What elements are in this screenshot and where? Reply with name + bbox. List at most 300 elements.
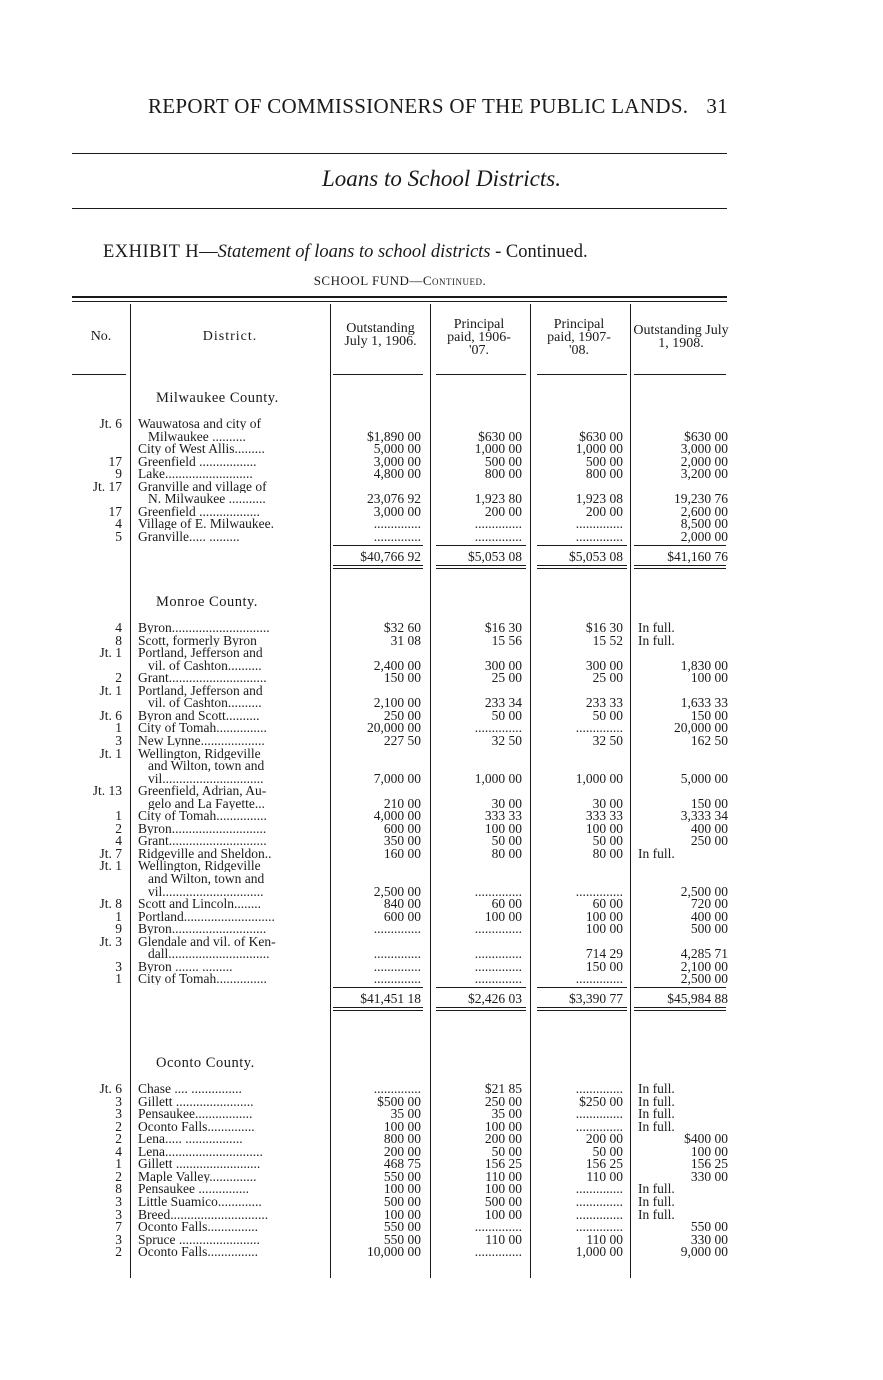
district-name: N. Milwaukee ........... [148,492,266,506]
principal-1906-07-cell: 100 00 [484,820,522,836]
outstanding-1908-cell: 330 00 [690,1168,728,1184]
principal-1906-07-cell: 1,000 00 [474,770,522,786]
header-rule [634,374,726,375]
district-number: Jt. 1 [99,858,122,874]
outstanding-1908-cell: 2,000 00 [680,453,728,469]
district-number: Jt. 1 [99,682,122,698]
total-double-rule [537,1010,627,1011]
district-name: Gillett ......................... [138,1157,261,1171]
principal-1907-08-cell: .............. [575,516,623,532]
outstanding-1908-cell: 500 00 [690,921,728,937]
table-row [0,659,883,672]
district-name: Portland, Jefferson and [138,683,263,697]
principal-1907-08-cell: 714 29 [585,946,623,962]
district-name: Wellington, Ridgeville [138,859,261,873]
principal-1907-08-cell: 110 00 [586,1168,623,1184]
district-number: 4 [115,833,122,849]
table-row [0,1182,883,1195]
outstanding-1908-cell: 100 00 [690,670,728,686]
district-name: Glendale and vil. of Ken- [138,934,276,948]
table-row [0,897,883,910]
principal-1907-08-cell: .............. [575,1181,623,1197]
district-number: 3 [115,1231,122,1247]
outstanding-1906-cell: 500 00 [383,1193,421,1209]
table-row [0,634,883,647]
table-row [0,1220,883,1233]
district-name: Grant............................. [138,834,267,848]
district-name: Greenfield ................. [138,454,257,468]
outstanding-1906-cell: $500 00 [377,1093,421,1109]
principal-1907-08-cell: 200 00 [585,1131,623,1147]
total-double-rule [333,1007,423,1008]
table-row [0,480,883,493]
principal-1906-07-cell: .............. [474,1219,522,1235]
district-number: 2 [115,1244,122,1260]
subtotal-rule [537,987,627,988]
outstanding-1908-cell: 1,633 33 [680,695,728,711]
principal-1907-08-cell: 15 52 [592,632,623,648]
outstanding-1906-cell: 2,500 00 [373,883,421,899]
principal-1906-07-cell: 50 00 [491,833,522,849]
header-rule [537,374,627,375]
outstanding-1908-cell: 156 25 [690,1156,728,1172]
district-name: Granville..... ......... [138,529,240,543]
table-row [0,530,883,543]
principal-1907-08-cell: 50 00 [592,707,623,723]
outstanding-1908-cell: 19,230 76 [674,491,728,507]
table-row [0,772,883,785]
outstanding-1908-cell: 2,000 00 [680,528,728,544]
outstanding-1908-cell: 2,500 00 [680,971,728,987]
district-number: 3 [115,732,122,748]
outstanding-1908-cell: 150 00 [690,795,728,811]
table-row [0,1082,883,1095]
table-row [0,859,883,872]
district-name: City of Tomah............... [138,721,267,735]
principal-1907-08-cell: 100 00 [585,908,623,924]
outstanding-1906-cell: 800 00 [383,1131,421,1147]
header-rule [72,374,126,375]
district-name: Pensaukee................. [138,1107,253,1121]
outstanding-1906-cell: 5,000 00 [373,441,421,457]
district-number: 2 [115,670,122,686]
outstanding-1906-cell: 150 00 [383,670,421,686]
district-name: City of West Allis......... [138,442,265,456]
principal-1907-08-cell: 150 00 [585,958,623,974]
total-row [0,992,883,1005]
outstanding-1908-cell: In full. [638,1081,675,1096]
table-row [0,505,883,518]
district-name: Byron............................ [138,922,267,936]
table-row [0,646,883,659]
principal-1906-07-cell: 233 34 [484,695,522,711]
table-row [0,922,883,935]
outstanding-1908-cell: In full. [638,1181,675,1197]
county-heading: Oconto County. [156,1055,255,1071]
principal-1907-08-cell: 500 00 [585,453,623,469]
district-number: 1 [115,720,122,736]
district-number: 3 [115,958,122,974]
table-row [0,847,883,860]
principal-1906-07-cell: 800 00 [484,466,522,482]
principal-1907-08-cell: 333 33 [585,808,623,824]
principal-1907-08-cell: 800 00 [585,466,623,482]
table-row [0,684,883,697]
district-number: 3 [115,1106,122,1122]
district-name: vil.............................. [148,884,264,898]
district-name: City of Tomah............... [138,972,267,986]
total-principal-1906-07: $5,053 08 [468,548,522,564]
outstanding-1906-cell: 550 00 [383,1231,421,1247]
district-number: 4 [115,1143,122,1159]
district-number: 1 [115,908,122,924]
district-name: Greenfield .................. [138,504,260,518]
outstanding-1906-cell: 2,400 00 [373,657,421,673]
col-header-outstanding-1908: Outstanding July 1, 1908. [633,323,729,351]
outstanding-1908-cell: 4,285 71 [680,946,728,962]
total-outstanding-1906: $40,766 92 [360,548,421,564]
principal-1906-07-cell: 110 00 [485,1168,522,1184]
total-principal-1906-07: $2,426 03 [468,990,522,1006]
principal-1907-08-cell: 80 00 [592,845,623,861]
outstanding-1908-cell: 5,000 00 [680,770,728,786]
page-number: 31 [706,94,728,118]
outstanding-1906-cell: 100 00 [383,1181,421,1197]
outstanding-1906-cell: 100 00 [383,1118,421,1134]
principal-1907-08-cell: $630 00 [579,428,623,444]
total-double-rule [333,565,423,566]
total-double-rule [634,568,726,569]
running-header [148,94,738,119]
outstanding-1908-cell: In full. [638,845,675,861]
outstanding-1908-cell: 8,500 00 [680,516,728,532]
district-name: Village of E. Milwaukee. [138,517,275,531]
district-name: gelo and La Fayette... [148,796,265,810]
outstanding-1908-cell: 162 50 [690,732,728,748]
outstanding-1906-cell: 550 00 [383,1168,421,1184]
subtotal-rule [436,987,526,988]
outstanding-1908-cell: 3,000 00 [680,441,728,457]
district-number: Jt. 6 [99,1081,122,1096]
exhibit-continued: - Continued. [490,242,588,262]
principal-1907-08-cell: .............. [575,1193,623,1209]
total-outstanding-1908: $45,984 88 [667,990,728,1006]
principal-1906-07-cell: 100 00 [484,1181,522,1197]
principal-1906-07-cell: 156 25 [484,1156,522,1172]
principal-1907-08-cell: .............. [575,883,623,899]
table-row [0,1145,883,1158]
district-name: vil.............................. [148,771,264,785]
outstanding-1908-cell: 2,600 00 [680,503,728,519]
district-name: Oconto Falls............... [138,1245,258,1259]
table-row [0,759,883,772]
district-name: Gillett ....................... [138,1094,254,1108]
table-row [0,442,883,455]
subtotal-rule [537,545,627,546]
table-row [0,430,883,443]
district-number: Jt. 6 [99,707,122,723]
principal-1906-07-cell: .............. [474,720,522,736]
outstanding-1908-cell: 400 00 [690,908,728,924]
outstanding-1908-cell: In full. [638,1106,675,1122]
outstanding-1908-cell: 150 00 [690,707,728,723]
table-row [0,872,883,885]
table-row [0,1233,883,1246]
outstanding-1908-cell: $400 00 [684,1131,728,1147]
principal-1906-07-cell: 50 00 [491,1143,522,1159]
principal-1906-07-cell: 333 33 [484,808,522,824]
total-double-rule [436,1007,526,1008]
table-row [0,721,883,734]
total-principal-1907-08: $3,390 77 [569,990,623,1006]
outstanding-1906-cell: 160 00 [383,845,421,861]
district-name: Oconto Falls............... [138,1220,258,1234]
total-outstanding-1908: $41,160 76 [667,548,728,564]
subtotal-rule [333,545,423,546]
district-name: Oconto Falls.............. [138,1119,255,1133]
district-number: Jt. 6 [99,416,122,431]
table-row [0,822,883,835]
outstanding-1908-cell: In full. [638,1193,675,1209]
principal-1906-07-cell: 50 00 [491,707,522,723]
principal-1907-08-cell: 30 00 [592,795,623,811]
table-row [0,809,883,822]
table-row [0,621,883,634]
district-name: New Lynne................... [138,733,265,747]
principal-1907-08-cell: 300 00 [585,657,623,673]
outstanding-1908-cell: In full. [638,1093,675,1109]
district-name: Chase .... ............... [138,1082,242,1095]
report-title: REPORT OF COMMISSIONERS OF THE PUBLIC LANDS. [148,94,689,118]
outstanding-1906-cell: 100 00 [383,1206,421,1222]
district-name: dall.............................. [148,947,270,961]
outstanding-1906-cell: 20,000 00 [367,720,421,736]
subtotal-rule [436,545,526,546]
principal-1906-07-cell: 25 00 [491,670,522,686]
outstanding-1906-cell: 600 00 [383,820,421,836]
principal-1906-07-cell: 500 00 [484,453,522,469]
outstanding-1908-cell: 20,000 00 [674,720,728,736]
col-header-principal-1906-07: Principal paid, 1906-'07. [447,317,511,358]
outstanding-1906-cell: .............. [373,958,421,974]
outstanding-1906-cell: 200 00 [383,1143,421,1159]
district-name: Milwaukee .......... [148,429,246,443]
total-double-rule [537,568,627,569]
district-name: and Wilton, town and [148,759,265,773]
outstanding-1906-cell: .............. [373,528,421,544]
district-number: 2 [115,820,122,836]
exhibit-label: EXHIBIT H [103,242,200,262]
district-number: 9 [115,466,122,482]
outstanding-1906-cell: 4,000 00 [373,808,421,824]
principal-1906-07-cell: 1,000 00 [474,441,522,457]
outstanding-1908-cell: 330 00 [690,1231,728,1247]
col-header-no: No. [90,329,112,344]
total-double-rule [436,568,526,569]
table-row [0,947,883,960]
district-name: Maple Valley.............. [138,1169,257,1183]
principal-1906-07-cell: $16 30 [484,620,522,635]
principal-1906-07-cell: 200 00 [484,1131,522,1147]
principal-1906-07-cell: 32 50 [491,732,522,748]
principal-1906-07-cell: .............. [474,1244,522,1260]
district-number: 1 [115,1156,122,1172]
outstanding-1906-cell: .............. [373,516,421,532]
district-name: Portland........................... [138,909,275,923]
principal-1906-07-cell: 1,923 80 [474,491,522,507]
principal-1906-07-cell: 100 00 [484,1118,522,1134]
district-number: 3 [115,1206,122,1222]
total-double-rule [537,565,627,566]
principal-1907-08-cell: .............. [575,1219,623,1235]
district-number: 3 [115,1193,122,1209]
header-rule [333,374,423,375]
table-row [0,784,883,797]
section-title: Loans to School Districts. [322,166,561,191]
total-double-rule [537,1007,627,1008]
table-row [0,1157,883,1170]
principal-1907-08-cell: .............. [575,528,623,544]
district-name: Scott and Lincoln........ [138,897,261,911]
district-name: Breed............................. [138,1207,269,1221]
outstanding-1908-cell: 2,100 00 [680,958,728,974]
principal-1907-08-cell: 60 00 [592,896,623,912]
subtotal-rule [634,987,726,988]
outstanding-1906-cell: .............. [373,946,421,962]
principal-1906-07-cell: 80 00 [491,845,522,861]
total-double-rule [436,1010,526,1011]
district-number: 9 [115,921,122,937]
district-number: Jt. 7 [99,845,122,861]
total-double-rule [333,568,423,569]
table-row [0,1132,883,1145]
district-number: Jt. 1 [99,645,122,661]
district-number: Jt. 13 [92,783,122,799]
principal-1907-08-cell: .............. [575,1081,623,1096]
district-name: Spruce ........................ [138,1232,260,1246]
county-heading: Milwaukee County. [156,390,279,406]
principal-1906-07-cell: $21 85 [484,1081,522,1096]
outstanding-1906-cell: 468 75 [383,1156,421,1172]
district-name: vil. of Cashton.......... [148,696,262,710]
district-name: vil. of Cashton.......... [148,658,262,672]
table-row [0,417,883,430]
outstanding-1906-cell: 35 00 [390,1106,421,1122]
district-number: Jt. 1 [99,745,122,761]
principal-1906-07-cell: .............. [474,516,522,532]
table-row [0,1245,883,1258]
table-row [0,1107,883,1120]
principal-1906-07-cell: 100 00 [484,1206,522,1222]
district-number: 2 [115,1118,122,1134]
principal-1907-08-cell: 110 00 [586,1231,623,1247]
subtotal-rule [634,545,726,546]
outstanding-1906-cell: 10,000 00 [367,1244,421,1260]
table-row [0,797,883,810]
table-row [0,455,883,468]
total-principal-1907-08: $5,053 08 [569,548,623,564]
outstanding-1908-cell: 2,500 00 [680,883,728,899]
district-number: 17 [108,453,122,469]
outstanding-1906-cell: .............. [373,971,421,987]
table-row [0,935,883,948]
exhibit-heading [103,242,588,263]
principal-1906-07-cell: .............. [474,958,522,974]
subtotal-rule [333,987,423,988]
outstanding-1908-cell: 3,200 00 [680,466,728,482]
outstanding-1906-cell: 840 00 [383,896,421,912]
table-row [0,960,883,973]
district-number: 7 [115,1219,122,1235]
outstanding-1908-cell: In full. [638,1206,675,1222]
total-double-rule [634,565,726,566]
outstanding-1908-cell: 400 00 [690,820,728,836]
principal-1907-08-cell: 25 00 [592,670,623,686]
table-row [0,834,883,847]
district-name: Granville and village of [138,479,267,493]
principal-1906-07-cell: .............. [474,883,522,899]
outstanding-1908-cell: 9,000 00 [680,1244,728,1260]
principal-1907-08-cell: .............. [575,971,623,987]
principal-1906-07-cell: .............. [474,528,522,544]
table-top-rule [72,296,727,298]
principal-1907-08-cell: 1,000 00 [575,1244,623,1260]
district-number: Jt. 17 [92,478,122,494]
outstanding-1908-cell: In full. [638,620,675,635]
total-double-rule [333,1010,423,1011]
principal-1906-07-cell: 15 56 [491,632,522,648]
outstanding-1906-cell: 550 00 [383,1219,421,1235]
district-number: Jt. 8 [99,896,122,912]
district-name: Lake.......................... [138,467,253,481]
district-number: 1 [115,971,122,987]
table-row [0,671,883,684]
table-row [0,910,883,923]
district-name: and Wilton, town and [148,872,265,885]
district-number: 8 [115,1181,122,1197]
outstanding-1908-cell: 1,830 00 [680,657,728,673]
principal-1907-08-cell: .............. [575,1106,623,1122]
principal-1906-07-cell: .............. [474,921,522,937]
outstanding-1908-cell: 720 00 [690,896,728,912]
principal-1906-07-cell: .............. [474,946,522,962]
district-name: City of Tomah............... [138,809,267,823]
principal-1907-08-cell: $16 30 [585,620,623,635]
principal-1906-07-cell: 30 00 [491,795,522,811]
table-top-rule [72,301,727,302]
principal-1907-08-cell: 50 00 [592,1143,623,1159]
district-name: Lena..... ................. [138,1132,243,1146]
outstanding-1906-cell: 3,000 00 [373,453,421,469]
table-row [0,885,883,898]
district-name: Scott, formerly Byron [138,633,257,647]
principal-1906-07-cell: 110 00 [485,1231,522,1247]
district-name: Ridgeville and Sheldon.. [138,846,272,860]
outstanding-1906-cell: 4,800 00 [373,466,421,482]
table-row [0,972,883,985]
exhibit-title: Statement of loans to school districts [217,242,491,262]
principal-1907-08-cell: 233 33 [585,695,623,711]
principal-1907-08-cell: 100 00 [585,921,623,937]
district-name: Grant............................. [138,671,267,685]
table-row [0,467,883,480]
table-row [0,696,883,709]
table-row [0,492,883,505]
divider [72,208,727,209]
principal-1906-07-cell: 100 00 [484,908,522,924]
total-outstanding-1906: $41,451 18 [360,990,421,1006]
outstanding-1906-cell: $1,890 00 [367,428,421,444]
